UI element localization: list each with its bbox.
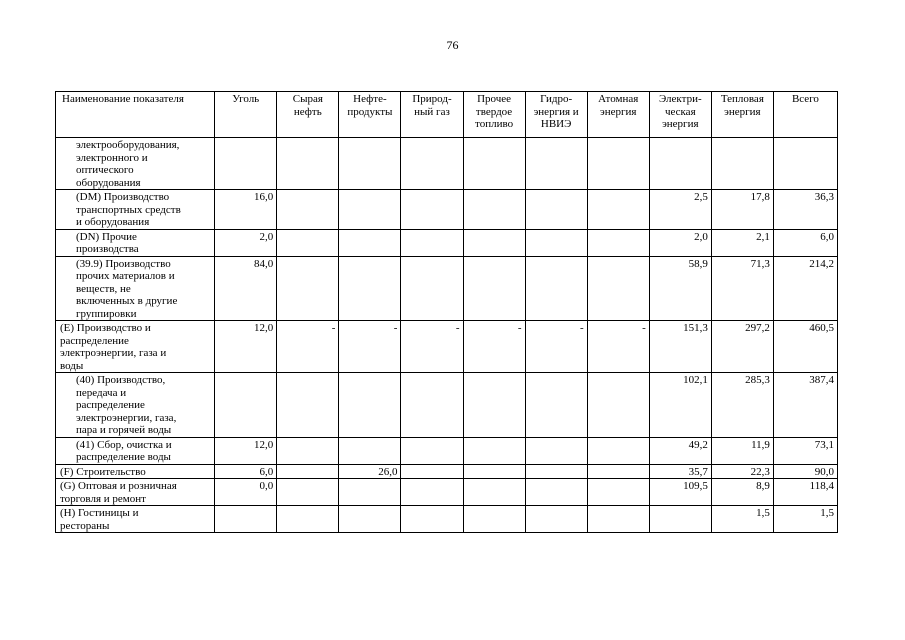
row-name-line: (39.9) Производство xyxy=(76,257,171,270)
header-line: Тепловая xyxy=(720,93,764,105)
value-cell: 17,8 xyxy=(711,190,773,230)
row-name-line: электронного и xyxy=(76,151,148,164)
value-cell xyxy=(401,373,463,438)
value-cell xyxy=(277,190,339,230)
value-cell xyxy=(339,190,401,230)
header-cell xyxy=(649,92,711,138)
value-cell xyxy=(401,464,463,479)
value-cell xyxy=(215,138,277,190)
value-cell: 102,1 xyxy=(649,373,711,438)
header-line: Природ- xyxy=(412,93,452,105)
table-row xyxy=(56,256,838,321)
value-cell: 84,0 xyxy=(215,256,277,321)
header-line: нефть xyxy=(293,105,322,118)
row-name-line: распределение xyxy=(76,399,145,411)
value-cell xyxy=(463,464,525,479)
row-name-line: включенных в другие xyxy=(76,295,178,307)
table-row xyxy=(56,229,838,256)
value-cell: 73,1 xyxy=(773,437,837,464)
value-cell xyxy=(525,229,587,256)
header-cell xyxy=(277,92,339,138)
value-cell: - xyxy=(463,321,525,373)
value-cell xyxy=(277,138,339,190)
value-cell xyxy=(401,190,463,230)
row-name-line: транспортных средств xyxy=(76,203,181,216)
row-name-line: распределение xyxy=(60,334,129,347)
header-line: топливо xyxy=(475,118,514,130)
value-cell: - xyxy=(339,321,401,373)
table-row xyxy=(56,190,838,230)
value-cell xyxy=(277,506,339,533)
value-cell: 460,5 xyxy=(773,321,837,373)
row-indicator-name xyxy=(56,256,215,321)
header-indicator-name xyxy=(56,92,215,138)
row-indicator-name xyxy=(56,479,215,506)
header-line: Уголь xyxy=(232,93,260,105)
value-cell: 1,5 xyxy=(773,506,837,533)
value-cell xyxy=(339,479,401,506)
value-cell: 297,2 xyxy=(711,321,773,373)
header-cell xyxy=(401,92,463,138)
value-cell xyxy=(401,256,463,321)
value-cell: 2,0 xyxy=(215,229,277,256)
row-name-line: передача и xyxy=(76,386,127,399)
row-indicator-name xyxy=(56,190,215,230)
value-cell xyxy=(525,190,587,230)
header-line: Наименование показателя xyxy=(62,93,184,105)
header-cell xyxy=(525,92,587,138)
value-cell xyxy=(587,506,649,533)
value-cell xyxy=(649,506,711,533)
row-name-line: (G) Оптовая и розничная xyxy=(60,480,177,492)
table-body xyxy=(56,138,838,533)
value-cell xyxy=(401,437,463,464)
row-indicator-name xyxy=(56,464,215,479)
row-name-line: электрооборудования, xyxy=(76,139,180,151)
value-cell xyxy=(401,138,463,190)
value-cell xyxy=(401,229,463,256)
value-cell: 118,4 xyxy=(773,479,837,506)
table-row xyxy=(56,321,838,373)
header-line: Гидро- xyxy=(540,93,573,105)
header-line: НВИЭ xyxy=(540,118,572,130)
row-name-line: электроэнергии, газа и xyxy=(60,347,167,359)
row-name-line: (40) Производство, xyxy=(76,374,166,386)
header-line: Электри- xyxy=(658,93,702,105)
value-cell: 35,7 xyxy=(649,464,711,479)
value-cell xyxy=(463,479,525,506)
header-line: энергия xyxy=(662,118,699,130)
value-cell: - xyxy=(401,321,463,373)
value-cell xyxy=(277,437,339,464)
value-cell xyxy=(587,256,649,321)
value-cell xyxy=(339,373,401,438)
value-cell xyxy=(277,464,339,479)
row-indicator-name xyxy=(56,321,215,373)
value-cell xyxy=(587,464,649,479)
row-name-line: прочих материалов и xyxy=(76,270,175,282)
value-cell: 0,0 xyxy=(215,479,277,506)
row-name-line: (DN) Прочие xyxy=(76,230,137,243)
header-line: Атомная xyxy=(598,93,639,105)
table-header xyxy=(56,92,838,138)
row-name-line: торговля и ремонт xyxy=(60,492,146,505)
value-cell: 71,3 xyxy=(711,256,773,321)
table-row xyxy=(56,506,838,533)
value-cell: 12,0 xyxy=(215,321,277,373)
value-cell xyxy=(215,373,277,438)
value-cell xyxy=(525,437,587,464)
header-line: ный газ xyxy=(414,105,450,118)
energy-consumption-table xyxy=(55,91,838,533)
row-name-line: (E) Производство и xyxy=(60,322,151,334)
header-cell xyxy=(463,92,525,138)
value-cell: 2,1 xyxy=(711,229,773,256)
value-cell: 8,9 xyxy=(711,479,773,506)
value-cell: 214,2 xyxy=(773,256,837,321)
value-cell: 1,5 xyxy=(711,506,773,533)
header-line: ческая xyxy=(664,105,696,118)
value-cell xyxy=(587,138,649,190)
value-cell xyxy=(463,229,525,256)
value-cell xyxy=(525,138,587,190)
header-line: продукты xyxy=(347,105,393,118)
value-cell: 2,0 xyxy=(649,229,711,256)
value-cell: 2,5 xyxy=(649,190,711,230)
value-cell xyxy=(463,190,525,230)
value-cell: 6,0 xyxy=(773,229,837,256)
row-name-line: (H) Гостиницы и xyxy=(60,507,139,519)
header-line: Всего xyxy=(791,93,819,105)
value-cell xyxy=(587,373,649,438)
header-cell xyxy=(215,92,277,138)
value-cell xyxy=(339,437,401,464)
row-name-line: группировки xyxy=(76,307,137,320)
row-name-line: воды xyxy=(60,359,84,372)
row-indicator-name xyxy=(56,373,215,438)
value-cell: 11,9 xyxy=(711,437,773,464)
table-row xyxy=(56,373,838,438)
value-cell: 6,0 xyxy=(215,464,277,479)
header-line: Прочее xyxy=(477,93,512,105)
value-cell xyxy=(587,229,649,256)
value-cell xyxy=(339,506,401,533)
value-cell xyxy=(277,229,339,256)
row-name-line: и оборудования xyxy=(76,216,150,228)
row-name-line: рестораны xyxy=(60,519,110,532)
value-cell: 22,3 xyxy=(711,464,773,479)
table-row xyxy=(56,479,838,506)
row-name-line: распределение воды xyxy=(76,451,171,463)
value-cell: 151,3 xyxy=(649,321,711,373)
value-cell xyxy=(587,190,649,230)
header-row xyxy=(56,92,838,138)
value-cell xyxy=(463,256,525,321)
value-cell xyxy=(587,479,649,506)
value-cell xyxy=(339,256,401,321)
header-cell xyxy=(587,92,649,138)
value-cell xyxy=(463,373,525,438)
row-indicator-name xyxy=(56,506,215,533)
page-number: 76 xyxy=(446,38,459,52)
value-cell xyxy=(773,138,837,190)
header-line: твердое xyxy=(475,105,513,118)
value-cell: 90,0 xyxy=(773,464,837,479)
row-name-line: оборудования xyxy=(76,176,141,189)
value-cell xyxy=(711,138,773,190)
value-cell xyxy=(525,464,587,479)
row-indicator-name xyxy=(56,437,215,464)
row-indicator-name xyxy=(56,138,215,190)
value-cell: 285,3 xyxy=(711,373,773,438)
value-cell xyxy=(463,506,525,533)
header-line: Нефте- xyxy=(353,93,387,105)
header-line: энергия xyxy=(724,105,761,118)
value-cell xyxy=(401,506,463,533)
value-cell xyxy=(215,506,277,533)
header-cell xyxy=(773,92,837,138)
value-cell: 58,9 xyxy=(649,256,711,321)
value-cell: 26,0 xyxy=(339,464,401,479)
header-line: Сырая xyxy=(292,93,323,105)
value-cell xyxy=(277,256,339,321)
row-indicator-name xyxy=(56,229,215,256)
row-name-line: (F) Строительство xyxy=(60,465,146,478)
value-cell: 36,3 xyxy=(773,190,837,230)
value-cell: - xyxy=(587,321,649,373)
value-cell xyxy=(525,256,587,321)
value-cell: 49,2 xyxy=(649,437,711,464)
value-cell xyxy=(463,138,525,190)
value-cell xyxy=(587,437,649,464)
value-cell: 387,4 xyxy=(773,373,837,438)
value-cell xyxy=(525,479,587,506)
value-cell xyxy=(525,506,587,533)
value-cell xyxy=(525,373,587,438)
value-cell: 12,0 xyxy=(215,437,277,464)
header-line: энергия xyxy=(599,105,637,118)
row-name-line: производства xyxy=(76,243,139,255)
value-cell: 16,0 xyxy=(215,190,277,230)
value-cell: - xyxy=(277,321,339,373)
row-name-line: (DM) Производство xyxy=(76,191,170,203)
table-row xyxy=(56,138,838,190)
row-name-line: (41) Сбор, очистка и xyxy=(76,438,172,451)
row-name-line: оптического xyxy=(76,164,134,176)
header-cell xyxy=(339,92,401,138)
value-cell: 109,5 xyxy=(649,479,711,506)
row-name-line: пара и горячей воды xyxy=(76,424,172,436)
value-cell xyxy=(339,229,401,256)
row-name-line: электроэнергии, газа, xyxy=(76,411,177,424)
value-cell: - xyxy=(525,321,587,373)
value-cell xyxy=(463,437,525,464)
value-cell xyxy=(401,479,463,506)
value-cell xyxy=(339,138,401,190)
value-cell xyxy=(277,479,339,506)
table-row xyxy=(56,464,838,479)
header-line: энергия и xyxy=(533,105,579,118)
value-cell xyxy=(277,373,339,438)
row-name-line: веществ, не xyxy=(76,282,131,295)
table-row xyxy=(56,437,838,464)
header-cell xyxy=(711,92,773,138)
value-cell xyxy=(649,138,711,190)
